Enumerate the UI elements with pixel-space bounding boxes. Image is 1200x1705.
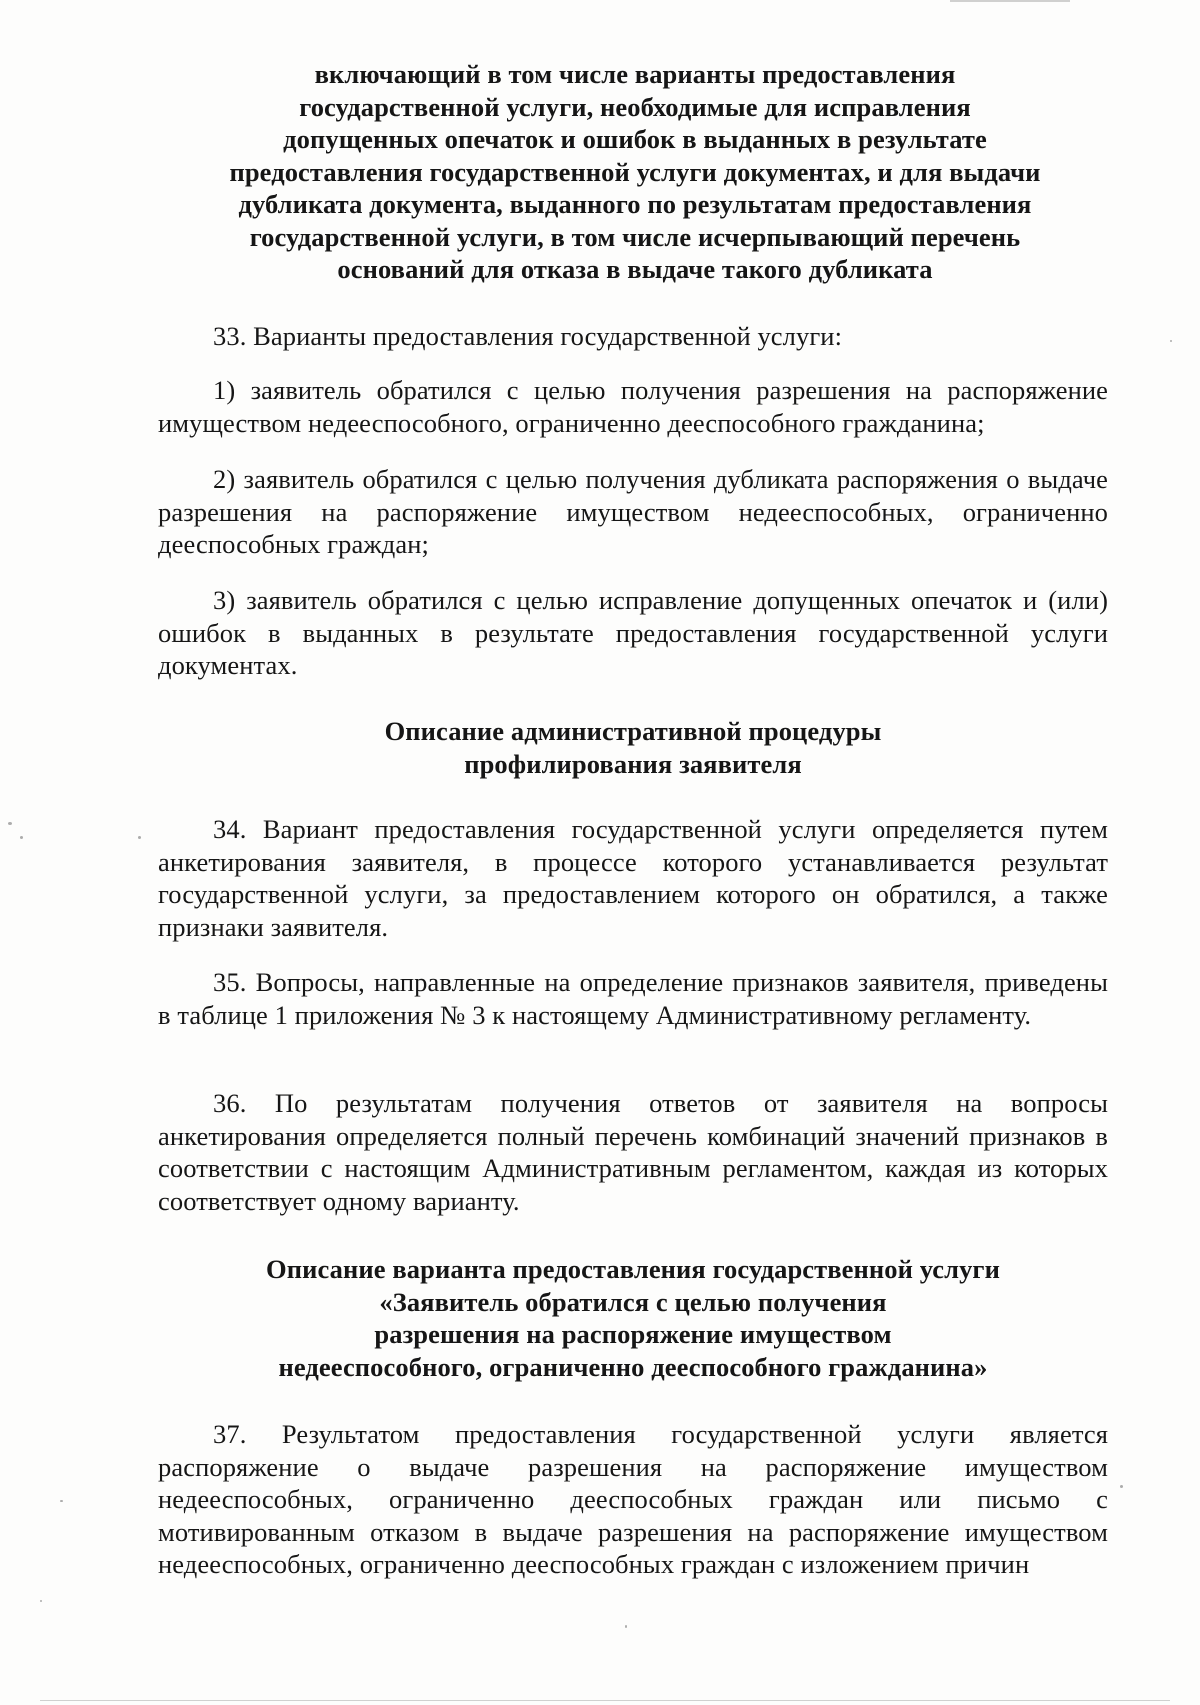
paragraph-36-block [158,1087,1108,1217]
paragraph-33-item-2: 2) заявитель обратился с целью получения дубликата распоряжения о выдаче разрешения на распоряжение имуществом недееспособных, ограниченно дееспособных граждан; [158,464,1108,559]
scan-speck [20,836,23,839]
section-heading-variants [150,58,1120,286]
scan-edge-mark [950,0,1070,2]
scan-speck [8,822,12,825]
scan-speck [625,1625,627,1628]
scan-speck [1170,340,1172,342]
heading-line: «Заявитель обратился с целью получения [379,1286,887,1317]
paragraph-35: 35. Вопросы, направленные на определение признаков заявителя, приведены в таблице 1 приложения № 3 к настоящему Административному регламенту. [158,967,1108,1030]
heading-variants [150,58,1120,286]
scan-edge-mark [40,1700,1170,1701]
heading-line: включающий в том числе варианты предоставления [314,59,956,89]
scan-speck [138,836,141,839]
paragraph-36: 36. По результатам получения ответов от заявителя на вопросы анкетирования определяется полный перечень комбинаций значений признаков в соответствии с настоящим Административным регламентом, каждая из которых соответствует одному варианту. [158,1088,1108,1216]
paragraph-33-item-3: 3) заявитель обратился с целью исправление допущенных опечаток и (или) ошибок в выданных в результате предоставления государственной услуги документах. [158,585,1108,680]
heading-line: предоставления государственной услуги документах, и для выдачи [229,156,1041,187]
paragraph-33-3-block [158,584,1108,682]
heading-line: Описание варианта предоставления государственной услуги [266,1254,1000,1284]
heading-line: государственной услуги, в том числе исчерпывающий перечень [249,221,1021,252]
paragraph-37: 37. Результатом предоставления государственной услуги является распоряжение о выдаче разрешения на распоряжение имуществом недееспособных, ограниченно дееспособных граждан или письмо с мотивированным отказом в выдаче разрешения на распоряжение имуществом недееспособных, ограниченно дееспособных граждан с изложением причин [158,1419,1108,1579]
paragraph-34: 34. Вариант предоставления государственной услуги определяется путем анкетирования заявителя, в процессе которого устанавливается результат государственной услуги, за предоставлением которого он обратился, а также признаки заявителя. [158,814,1108,942]
section-heading-profiling [158,715,1108,780]
heading-line: разрешения на распоряжение имуществом [374,1319,892,1349]
paragraph-34-block [158,813,1108,943]
heading-variant-description [158,1253,1108,1383]
heading-line: государственной услуги, необходимые для исправления [299,91,971,122]
heading-line: оснований для отказа в выдаче такого дубликата [337,254,933,284]
paragraph-33-1-block [158,374,1108,439]
paragraph-37-block [158,1418,1108,1581]
scan-speck [60,1500,63,1502]
paragraph-33-block [158,320,1108,353]
heading-line: допущенных опечаток и ошибок в выданных в результате [283,124,987,154]
paragraph-33: 33. Варианты предоставления государственной услуги: [213,321,843,351]
paragraph-35-block [158,966,1108,1031]
heading-profiling [158,715,1108,780]
heading-line: дубликата документа, выданного по результатам предоставления [238,189,1032,219]
scan-speck [1120,1485,1123,1488]
paragraph-33-item-1: 1) заявитель обратился с целью получения разрешения на распоряжение имуществом недееспособного, ограниченно дееспособного гражданина; [158,375,1108,438]
heading-line: профилирования заявителя [464,748,802,779]
heading-line: Описание административной процедуры [384,716,882,746]
heading-line: недееспособного, ограниченно дееспособного гражданина» [278,1351,988,1382]
paragraph-33-2-block [158,463,1108,561]
scan-speck [40,1600,42,1602]
section-heading-variant-description [158,1253,1108,1383]
